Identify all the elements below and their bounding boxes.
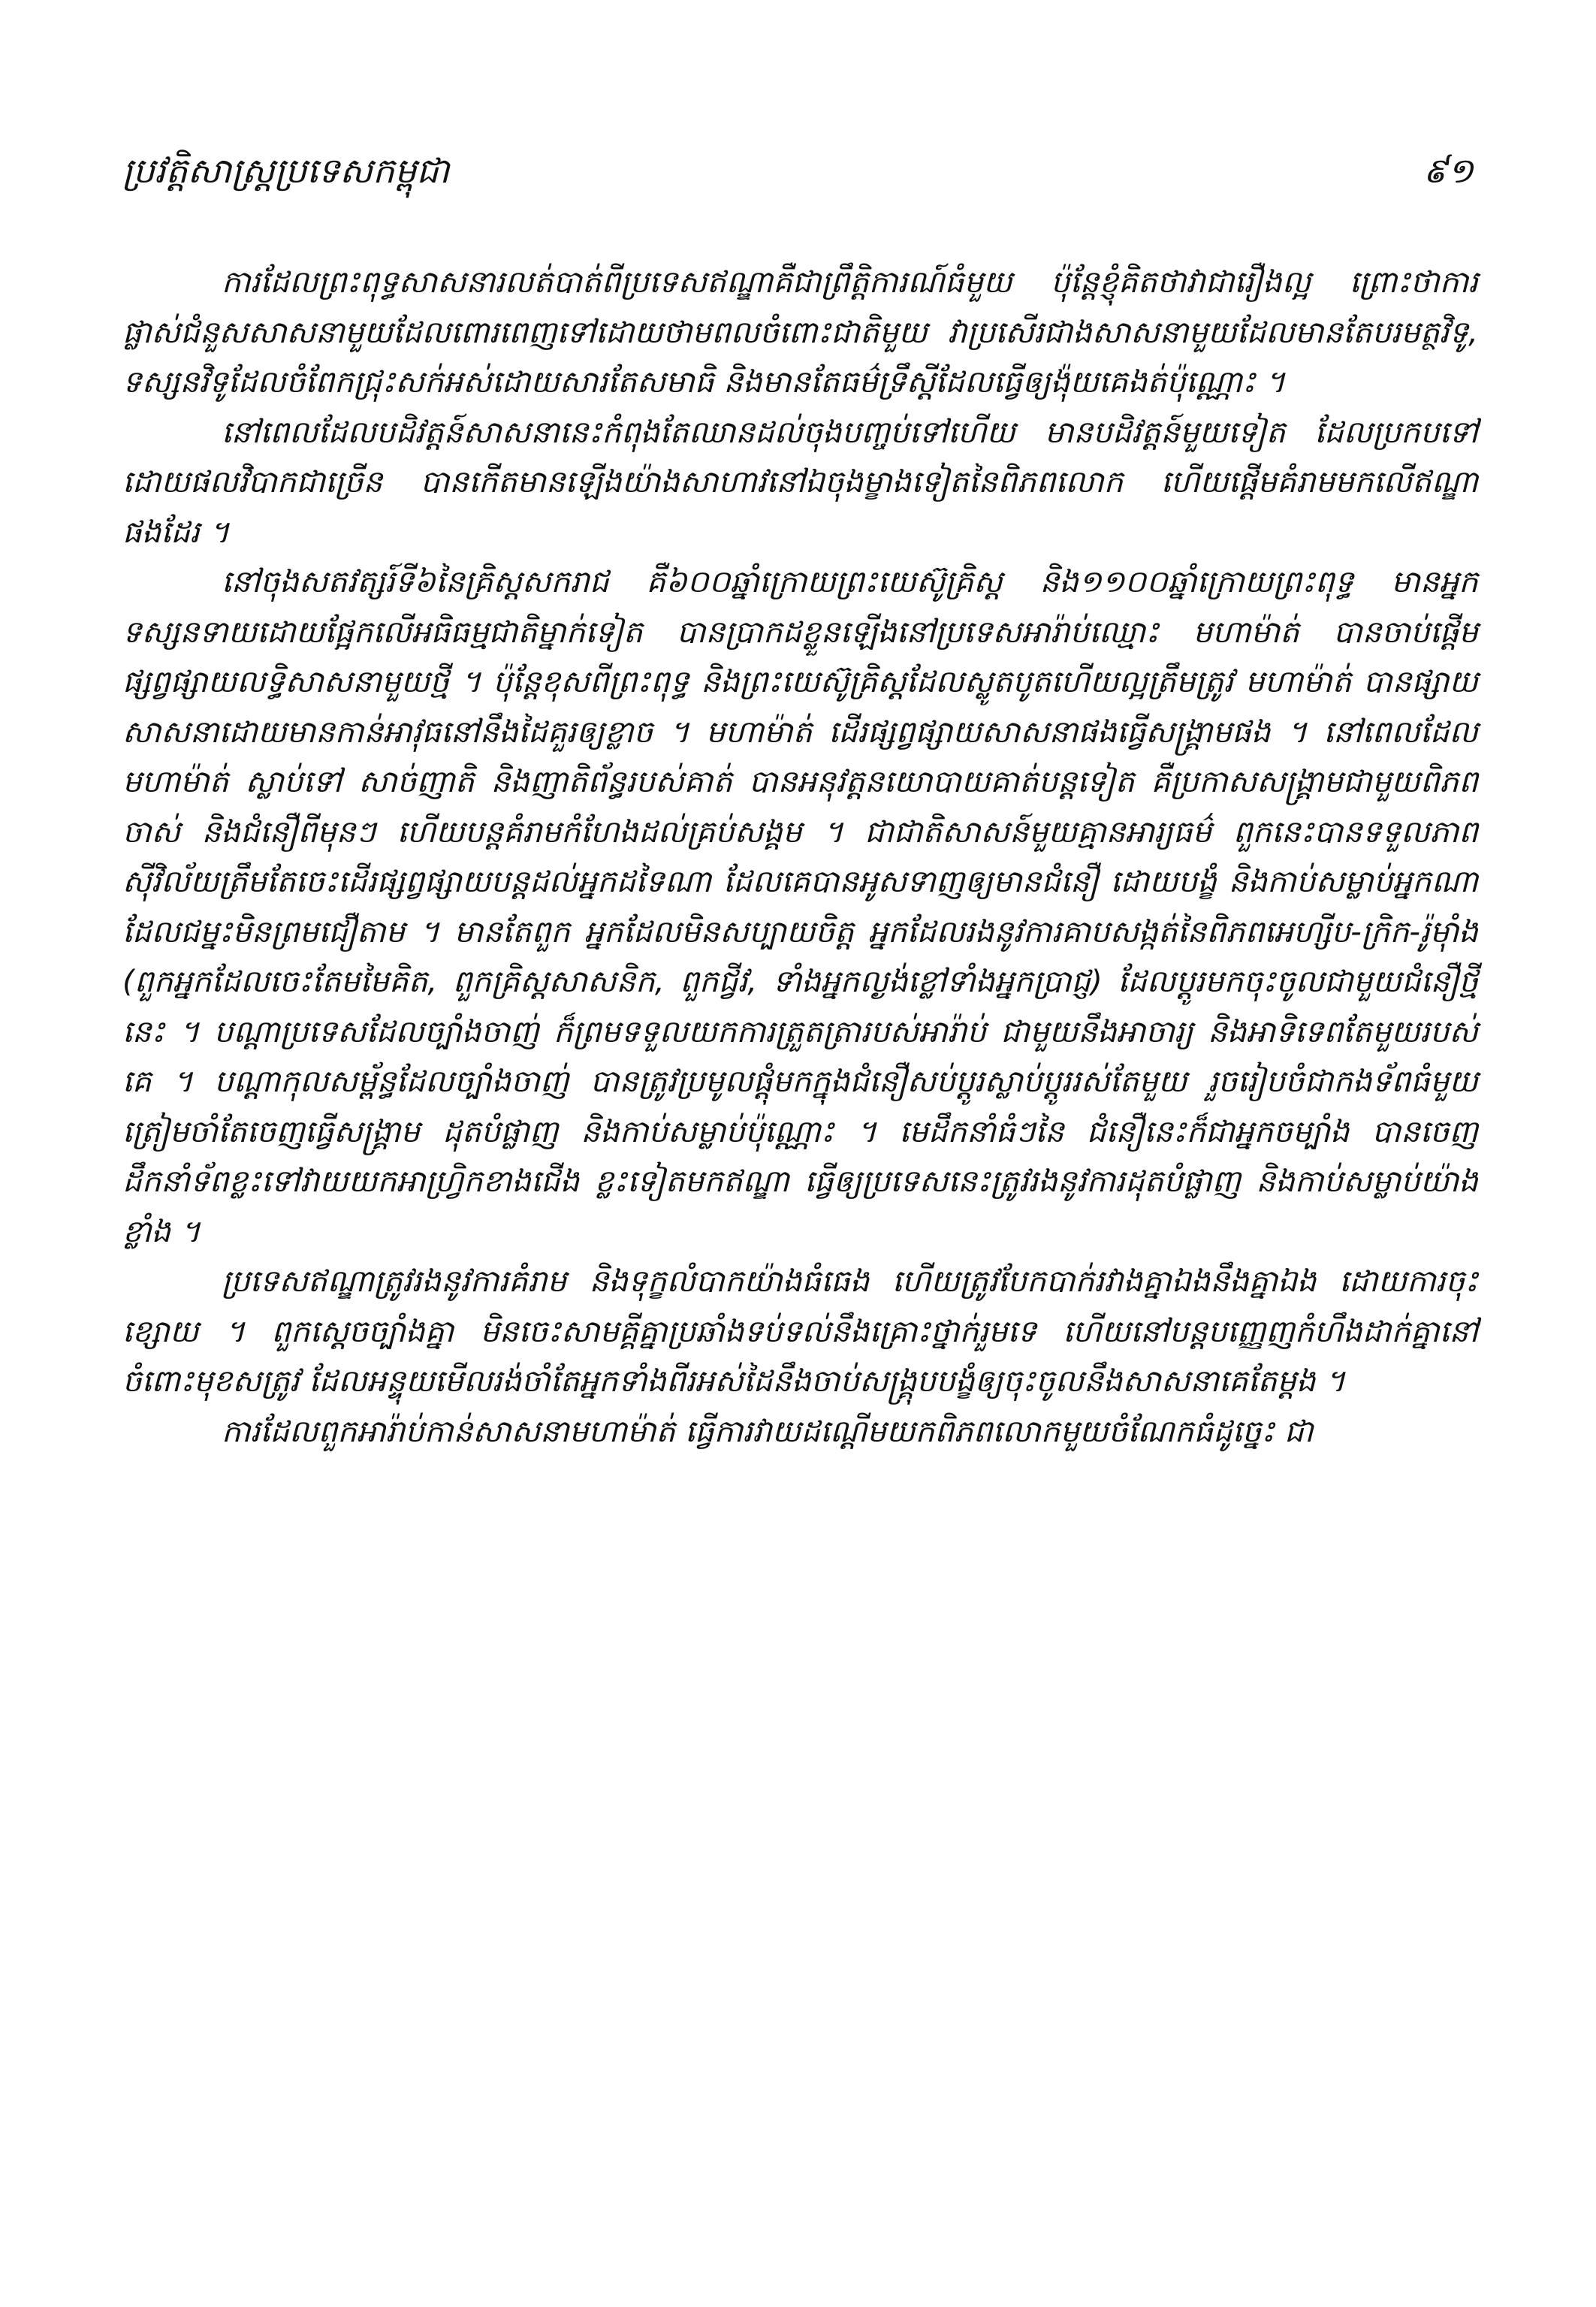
body-text — [122, 257, 1478, 1456]
paragraph-5: ការដែលពួកអារ៉ាប់កាន់សាសនាមហាម៉ាត់ ធ្វើការវាយដណ្តើមយកពិភពលោកមួយចំណែកធំដូច្នេះ ជា — [222, 1412, 1314, 1449]
paragraph-4: ប្រទេសឥណ្ឌាត្រូវរងនូវការគំរាម និងទុក្ខលំបាកយ៉ាងធំធេង ហើយត្រូវបែកបាក់រវាងគ្នាឯងនឹងគ្នាឯង ដោយការចុះខ្សោយ ។ ពួកស្តេចច្បាំងគ្នា មិនចេះសាមគ្គីគ្នាប្រឆាំងទប់ទល់នឹងគ្រោះថ្នាក់រួមទេ ហើយនៅបន្តបញ្ញេញកំហឹងដាក់គ្នានៅចំពោះមុខសត្រូវ ដែលអន្ទុយមើលរង់ចាំតែអ្នកទាំងពីរអស់ដៃនឹងចាប់សង្គ្រុបបង្ខំឲ្យចុះចូលនឹងសាសនាគេតែម្តង ។ — [122, 1263, 1478, 1399]
paragraph-3: នៅចុងសតវត្សរ៍ទី៦នៃគ្រិស្តសករាជ គឺ៦០០ឆ្នាំក្រោយព្រះយេស៊ូគ្រិស្ត និង១១០០ឆ្នាំក្រោយព្រះពុទ្ធ មានអ្នកទស្សនទាយដោយផ្អែកលើអធិធម្មជាតិម្នាក់ទៀត បានប្រាកដខ្លួនឡើងនៅប្រទេសអារ៉ាប់ឈ្មោះ មហាម៉ាត់ បានចាប់ផ្តើមផ្សព្វផ្សាយលទ្ធិសាសនាមួយថ្មី ។ ប៉ុន្តែខុសពីព្រះពុទ្ធ និងព្រះយេស៊ូគ្រិស្តដែលស្លូតបូតហើយល្អត្រឹមត្រូវ មហាម៉ាត់ បានផ្សាយសាសនាដោយមានកាន់អាវុធនៅនឹងដៃគួរឲ្យខ្លាច ។ មហាម៉ាត់ ដើរផ្សព្វផ្សាយសាសនាផងធ្វើសង្គ្រាមផង ។ នៅពេលដែល មហាម៉ាត់ ស្លាប់ទៅ សាច់ញាតិ និងញាតិព័ន្ធរបស់គាត់ បានអនុវត្តនយោបាយគាត់បន្តទៀត គឺប្រកាសសង្គ្រាមជាមួយពិភពចាស់ និងជំនឿពីមុនៗ ហើយបន្តគំរាមកំហែងដល់គ្រប់សង្គម ។ ជាជាតិសាសន៍មួយគ្មានអារ្យធម៌ ពួកនេះបានទទួលភាពស៊ីវិល័យត្រឹមតែចេះដើរផ្សព្វផ្សាយបន្តដល់អ្នកដទៃណា ដែលគេបានអូសទាញឲ្យមានជំនឿ ដោយបង្ខំ និងកាប់សម្លាប់អ្នកណាដែលជម្នះមិនព្រមជឿតាម ។ មានតែពួក អ្នកដែលមិនសប្បាយចិត្ត អ្នកដែលរងនូវការគាបសង្កត់នៃពិភពអេហ្សីប-ក្រិក-រ៉ូម៉ាំង (ពួកអ្នកដែលចេះតែមមៃគិត, ពួកគ្រិស្តសាសនិក, ពួកជ្វីវ, ទាំងអ្នកល្ងង់ខ្លៅទាំងអ្នកប្រាជ្ញ) ដែលប្តូរមកចុះចូលជាមួយជំនឿថ្មីនេះ ។ បណ្តាប្រទេសដែលច្បាំងចាញ់ ក៏ព្រមទទួលយកការត្រួតត្រារបស់អារ៉ាប់ ជាមួយនឹងអាចារ្យ និងអាទិទេពតែមួយរបស់គេ ។ បណ្តាកុលសម្ព័ន្ធដែលច្បាំងចាញ់ បានត្រូវប្រមូលផ្តុំមកក្នុងជំនឿសប់ប្តូរស្លាប់ប្តូររស់តែមួយ រួចរៀបចំជាកងទ័ពធំមួយ ត្រៀមចាំតែចេញធ្វើសង្គ្រាម ដុតបំផ្លាញ និងកាប់សម្លាប់ប៉ុណ្ណោះ ។ មេដឹកនាំធំៗនៃ ជំនឿនេះក៏ជាអ្នកចម្បាំង បានចេញដឹកនាំទ័ពខ្លះទៅវាយយកអាហ្វ្រិកខាងជើង ខ្លះទៀតមកឥណ្ឌា ធ្វើឲ្យប្រទេសនេះត្រូវរងនូវការដុតបំផ្លាញ និងកាប់សម្លាប់យ៉ាងខ្លាំង ។ — [122, 563, 1478, 1249]
running-header — [122, 144, 1474, 204]
paragraph-1: ការដែលព្រះពុទ្ធសាសនារលត់បាត់ពីប្រទេសឥណ្ឌាគឺជាព្រឹត្តិការណ៍ធំមួយ ប៉ុន្តែខ្ញុំគិតថាវាជារឿងល្អ ព្រោះថាការផ្លាស់ជំនួសសាសនាមួយដែលពោរពេញទៅដោយថាមពលចំពោះជាតិមួយ វាប្រសើរជាងសាសនាមួយដែលមានតែបរមត្ថវិទូ, ទស្សនវិទូដែលចំពែកជ្រុះសក់អស់ដោយសារតែសមាធិ និងមានតែធម៌ទ្រឹស្តីដែលធ្វើឲ្យង៉ុយគេងត់ប៉ុណ្ណោះ ។ — [122, 264, 1478, 400]
paragraph-2: នៅពេលដែលបដិវត្តន៍សាសនានេះកំពុងតែឈានដល់ចុងបញ្ចប់ទៅហើយ មានបដិវត្តន៍មួយទៀត ដែលប្រកបទៅដោយផលវិបាកជាច្រើន បានកើតមានឡើងយ៉ាងសាហាវនៅឯចុងម្ខាងទៀតនៃពិភពលោក ហើយផ្តើមគំរាមមកលើឥណ្ឌាផងដែរ ។ — [122, 413, 1478, 550]
page-number: ៩១ — [1423, 150, 1474, 191]
book-title: ប្រវត្តិសាស្ត្រប្រទេសកម្ពុជា — [122, 150, 450, 191]
